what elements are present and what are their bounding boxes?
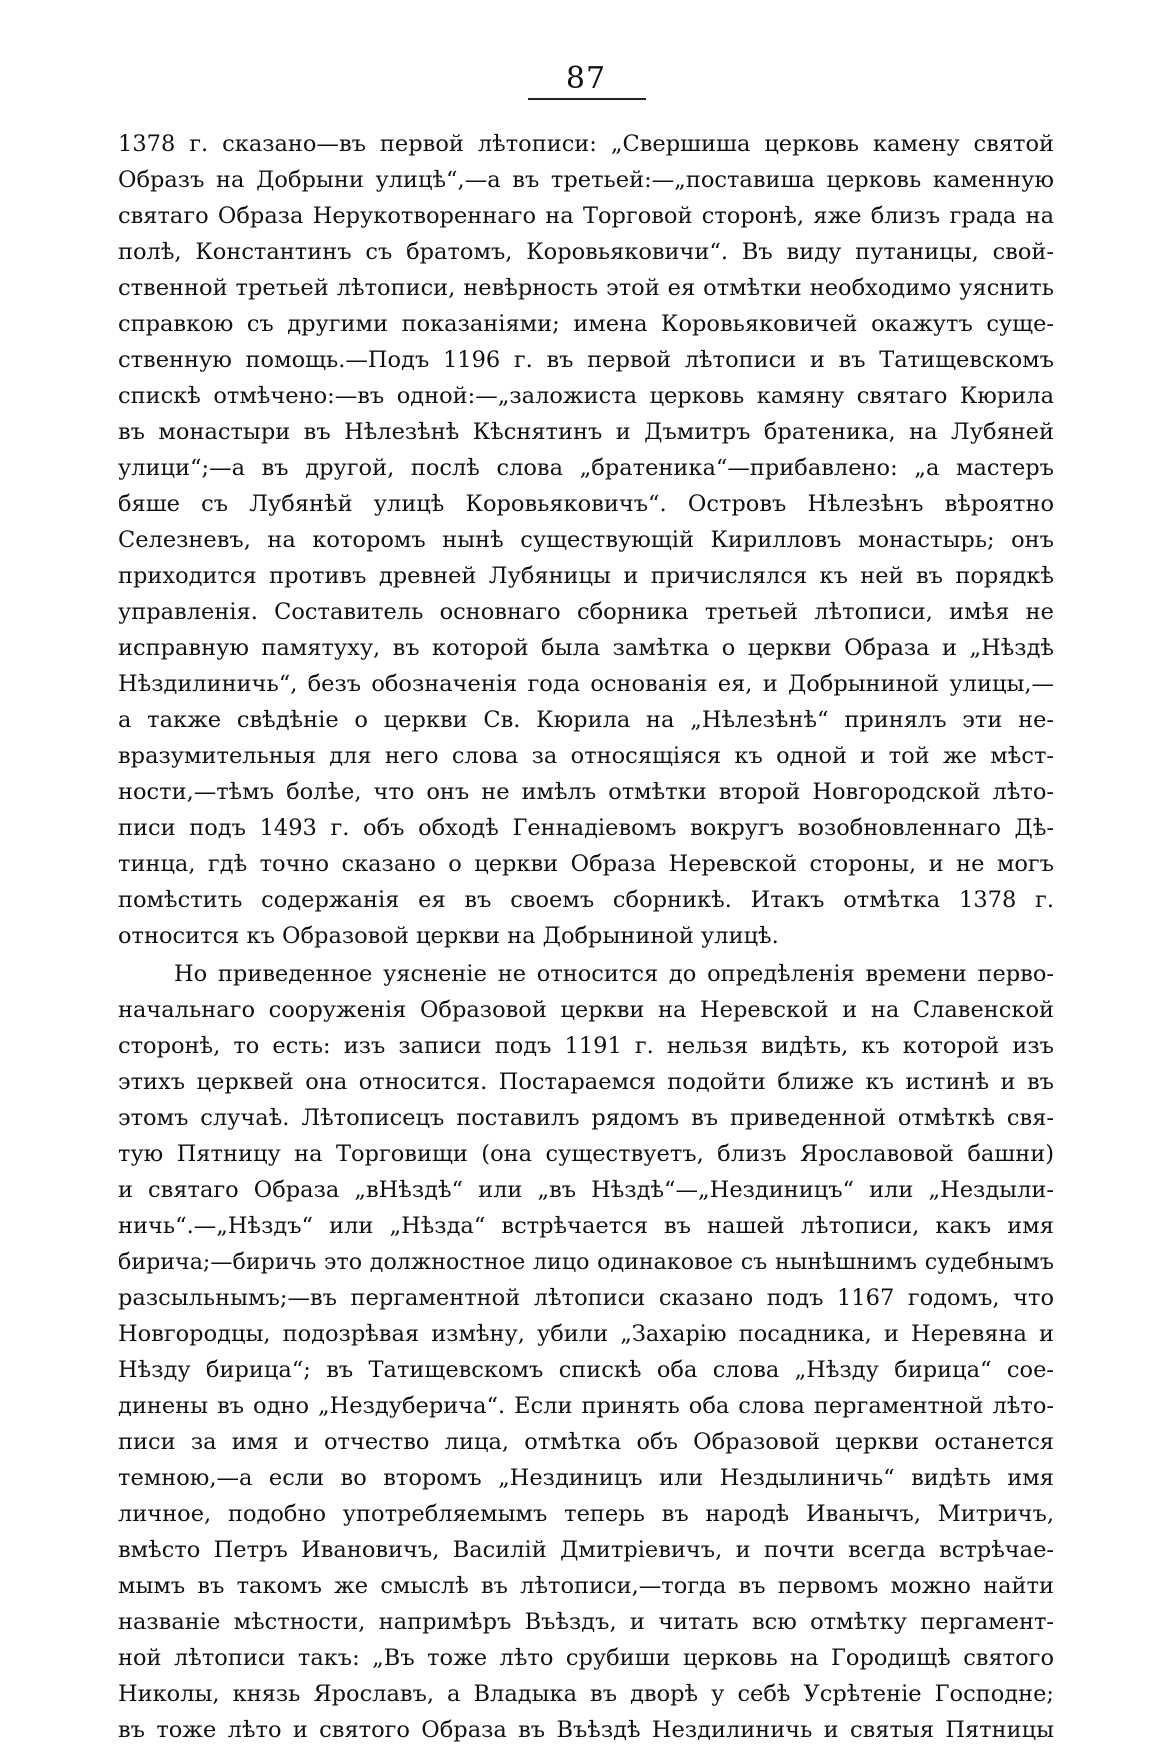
text-line: названіе мѣстности, напримѣръ Въѣздъ, и читать всю отмѣтку пергамент- [118,1609,1054,1635]
paragraph-2 [118,956,1054,1748]
text-line: этомъ случаѣ. Лѣтописецъ поставилъ рядомъ въ приведенной отмѣткѣ свя- [118,1105,1054,1131]
paragraph-1 [118,126,1054,954]
text-line: писи за имя и отчество лица, отмѣтка объ Образовой церкви останется [118,1429,1054,1455]
text-line: относится къ Образовой церкви на Добрыниной улицѣ. [118,923,779,949]
text-line: Нѣздилиничь“, безъ обозначенія года основанія ея, и Добрыниной улицы,— [118,671,1054,697]
text-line: Николы, князь Ярославъ, а Владыка въ дворѣ у себѣ Усрѣтеніе Господне; [118,1681,1054,1707]
text-line: исправную памятуху, въ которой была замѣтка о церкви Образа и „Нѣздѣ [118,635,1054,661]
text-line: улици“;—а въ другой, послѣ слова „братеника“—прибавлено: „а мастеръ [118,455,1054,481]
text-line: а также свѣдѣніе о церкви Св. Кюрила на „Нѣлезѣнѣ“ принялъ эти не- [118,707,1054,733]
text-line: темною,—а если во второмъ „Нездиницъ или Нездылиничь“ видѣть имя [118,1465,1054,1491]
text-line: Нѣзду бирица“; въ Татищевскомъ спискѣ оба слова „Нѣзду бирица“ сое- [118,1357,1054,1383]
text-line: писи подъ 1493 г. объ обходѣ Геннадіевомъ вокругъ возобновленнаго Дѣ- [118,815,1054,841]
text-line: тинца, гдѣ точно сказано о церкви Образа Неревской стороны, и не могъ [118,851,1054,877]
body-text [118,126,1054,1748]
page-number: 87 [565,61,607,96]
text-line: динены въ одно „Нездуберича“. Если принять оба слова пергаментной лѣто- [118,1393,1054,1419]
text-line: этихъ церквей она относится. Постараемся подойти ближе къ истинѣ и въ [118,1069,1054,1095]
text-line: полѣ, Константинъ съ братомъ, Коровьяковичи“. Въ виду путаницы, свой- [118,239,1054,265]
text-line: святаго Образа Нерукотвореннаго на Торговой сторонѣ, яже близъ града на [118,203,1054,229]
text-line: Но приведенное уясненіе не относится до опредѣленія времени перво- [174,961,1054,987]
text-line: мымъ въ такомъ же смыслѣ въ лѣтописи,—тогда въ первомъ можно найти [118,1573,1054,1599]
text-line: спискѣ отмѣчено:—въ одной:—„заложиста церковь камяну святаго Кюрила [118,383,1054,409]
text-line: ности,—тѣмъ болѣе, что онъ не имѣлъ отмѣтки второй Новгородской лѣто- [118,779,1054,805]
text-line: бяше съ Лубянѣй улицѣ Коровьяковичъ“. Островъ Нѣлезѣнъ вѣроятно [118,491,1054,517]
text-line: ственной третьей лѣтописи, невѣрность этой ея отмѣтки необходимо уяснить [118,275,1054,301]
text-line: вмѣсто Петръ Ивановичъ, Василій Дмитріевичъ, и почти всегда встрѣчае- [118,1537,1054,1563]
text-line: помѣстить содержанія ея въ своемъ сборникѣ. Итакъ отмѣтка 1378 г. [118,887,1054,913]
text-line: личное, подобно употребляемымъ теперь въ народѣ Иванычъ, Митричъ, [118,1501,1054,1527]
page-number-rule [528,98,646,100]
text-line: въ монастыри въ Нѣлезѣнѣ Кѣснятинъ и Дъмитръ братеника, на Лубяней [118,419,1054,445]
text-line: бирича;—биричь это должностное лицо одинаковое съ нынѣшнимъ судебнымъ [118,1249,1054,1275]
text-line: управленія. Составитель основнаго сборника третьей лѣтописи, имѣя не [118,599,1054,625]
text-line: Новгородцы, подозрѣвая измѣну, убили „Захарію посадника, и Неревяна и [118,1321,1054,1347]
text-line: въ тоже лѣто и святого Образа въ Въѣздѣ Нездилиничь и святыя Пятницы [118,1717,1054,1743]
text-line: вразумительныя для него слова за относящіяся къ одной и той же мѣст- [118,743,1054,769]
text-line: разсыльнымъ;—въ пергаментной лѣтописи сказано подъ 1167 годомъ, что [118,1285,1054,1311]
text-line: Образъ на Добрыни улицѣ“,—а въ третьей:—„поставиша церковь каменную [118,167,1054,193]
text-line: приходится противъ древней Лубяницы и причислялся къ ней въ порядкѣ [118,563,1054,589]
text-line: справкою съ другими показаніями; имена Коровьяковичей окажутъ суще- [118,311,1054,337]
text-line: ничь“.—„Нѣздъ“ или „Нѣзда“ встрѣчается въ нашей лѣтописи, какъ имя [118,1213,1054,1239]
text-line: ственную помощь.—Подъ 1196 г. въ первой лѣтописи и въ Татищевскомъ [118,347,1054,373]
text-line: и святаго Образа „вНѣздѣ“ или „въ Нѣздѣ“—„Нездиницъ“ или „Нездыли- [118,1177,1054,1203]
text-line: тую Пятницу на Торговищи (она существуетъ, близъ Ярославовой башни) [118,1141,1054,1167]
text-line: ной лѣтописи такъ: „Въ тоже лѣто срубиши церковь на Городищѣ святого [118,1645,1054,1671]
text-line: начальнаго сооруженія Образовой церкви на Неревской и на Славенской [118,997,1054,1023]
text-line: Селезневъ, на которомъ нынѣ существующій Кирилловъ монастырь; онъ [118,527,1054,553]
text-line: 1378 г. сказано—въ первой лѣтописи: „Свершиша церковь камену святой [118,131,1054,157]
text-line: сторонѣ, то есть: изъ записи подъ 1191 г. нельзя видѣть, къ которой изъ [118,1033,1054,1059]
